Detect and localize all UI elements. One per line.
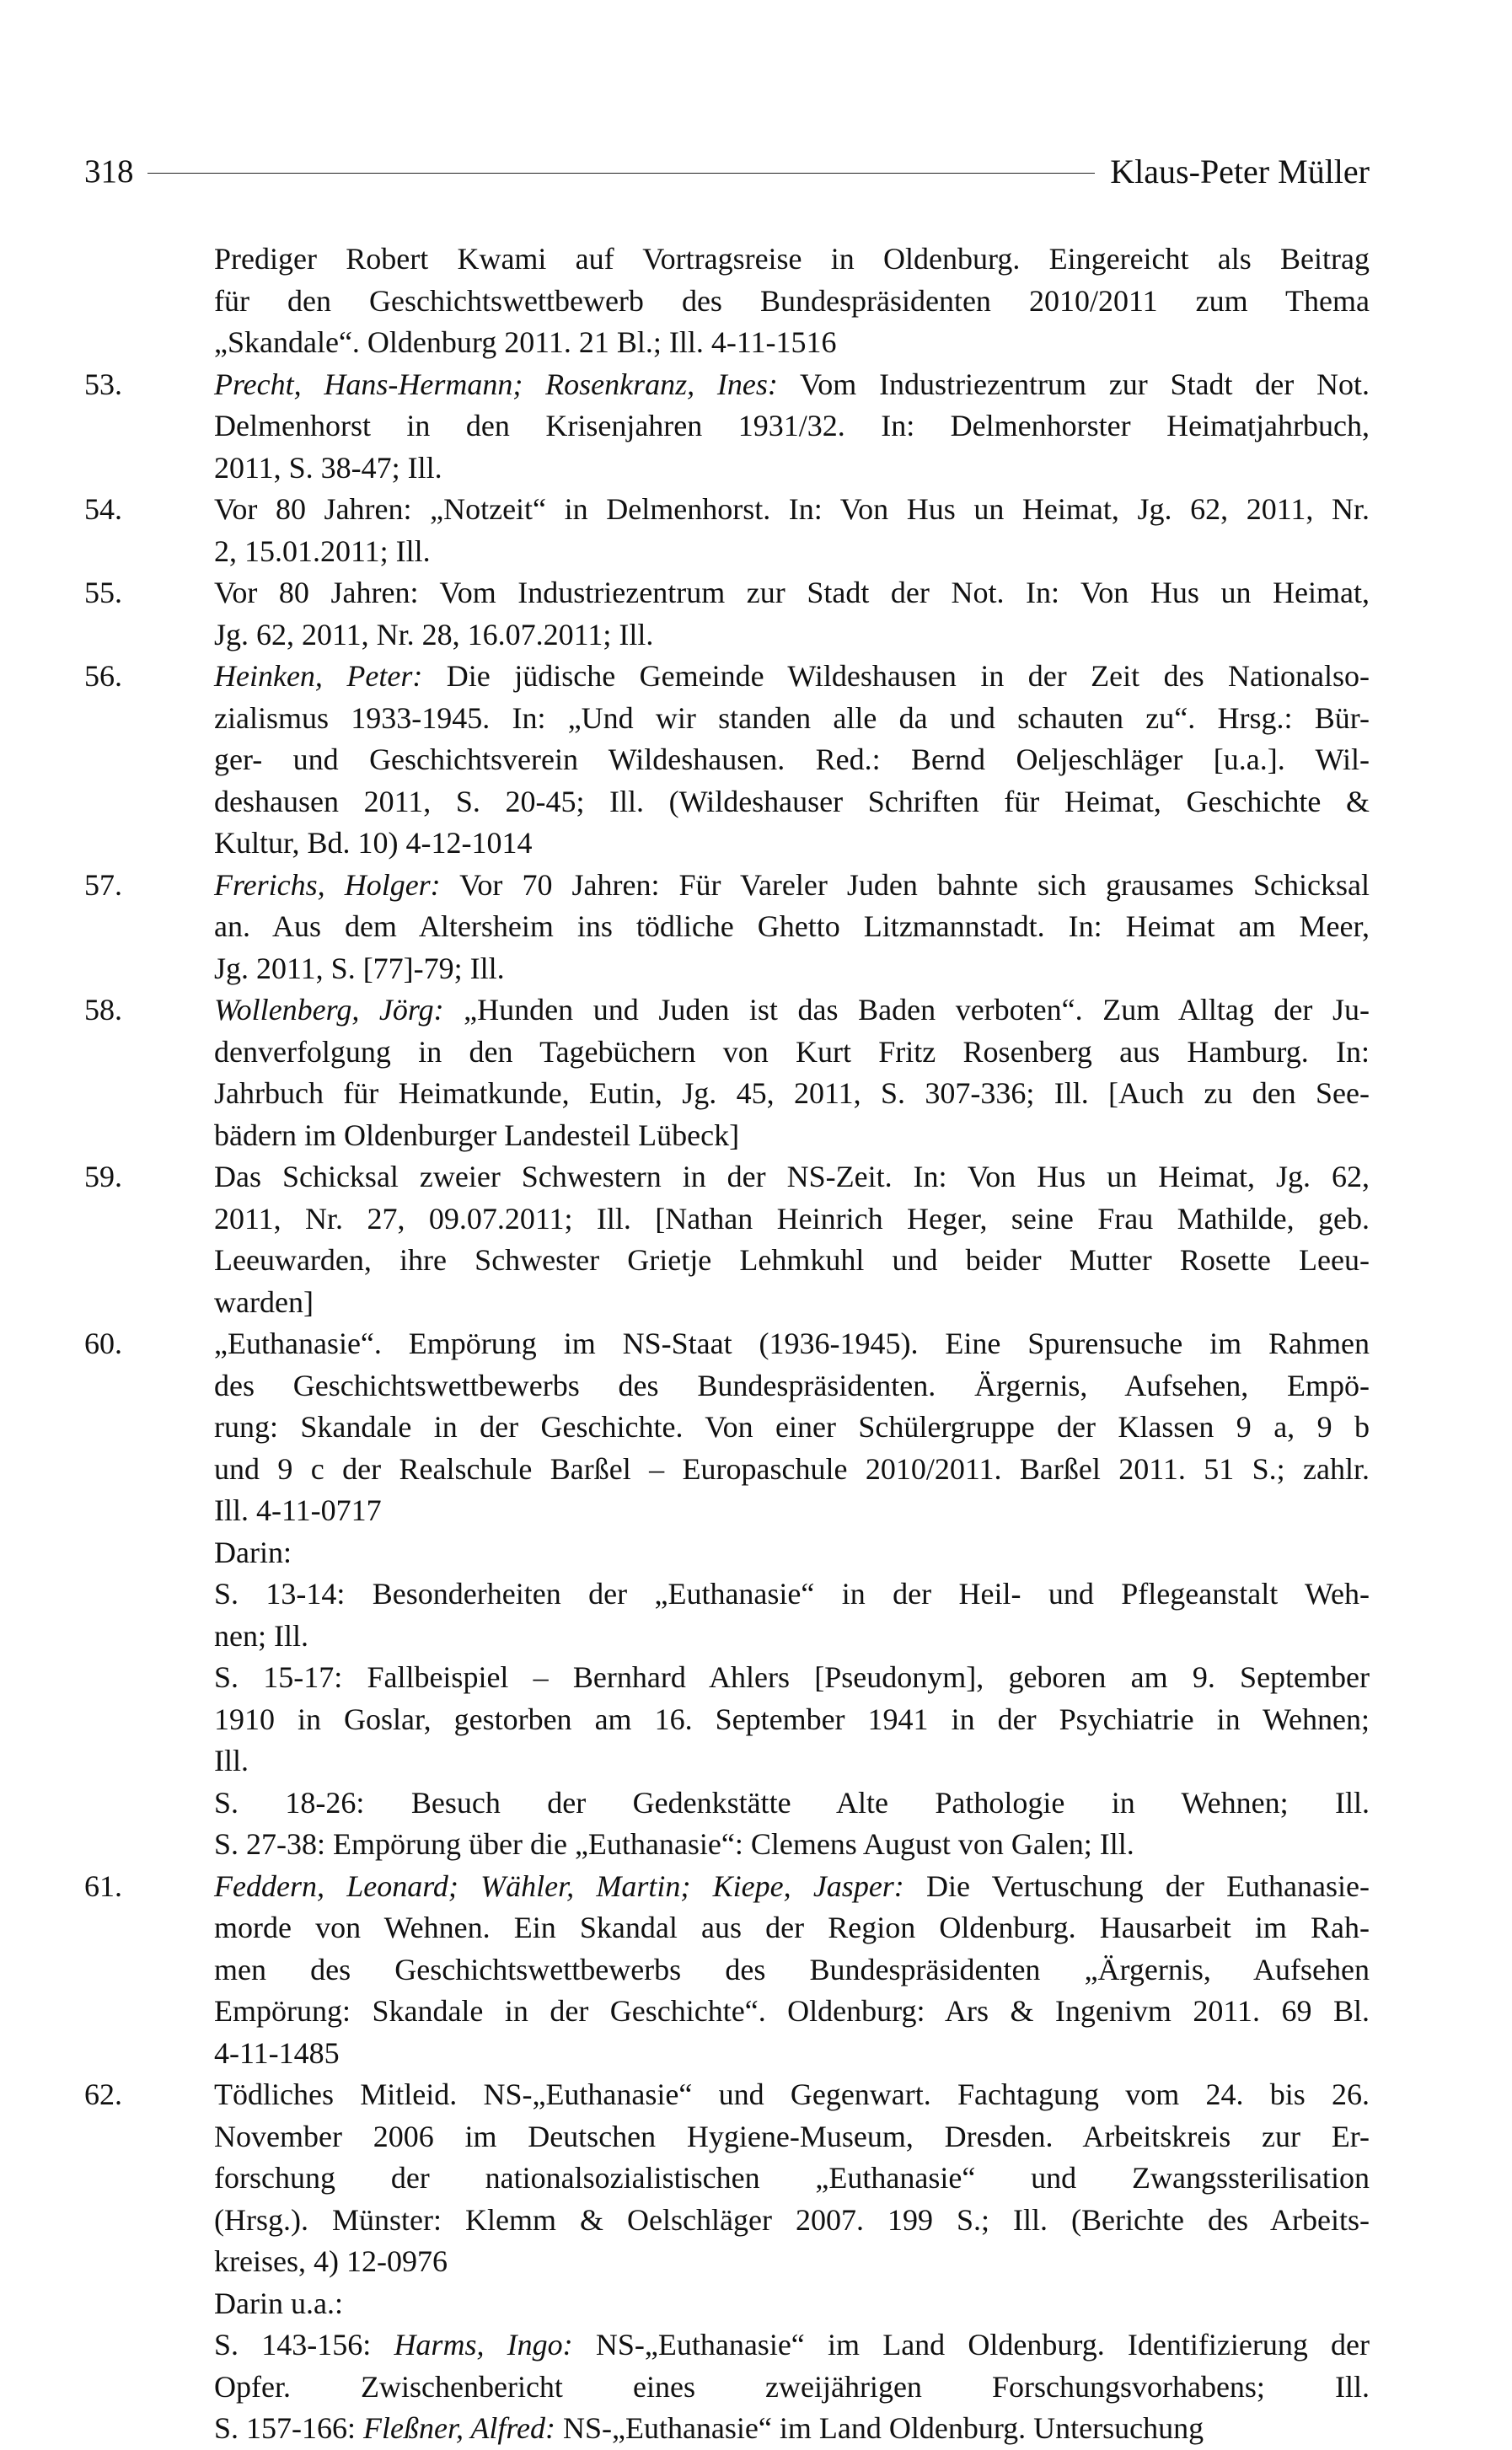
entry-text <box>214 1866 1370 2075</box>
text-segment: Das Schicksal zweier Schwestern in der NS-Zeit. In: Von Hus un Heimat, Jg. 62, <box>214 1160 1370 1193</box>
text-line <box>214 2074 1370 2116</box>
entry-text <box>214 364 1370 490</box>
entry-number: 61. <box>84 1868 122 1903</box>
text-line <box>214 1198 1370 1241</box>
author-names: Wollenberg, Jörg: <box>214 993 444 1027</box>
text-line <box>214 1991 1370 2033</box>
text-line <box>214 1365 1370 1407</box>
text-segment: 4-11-1485 <box>214 2035 340 2070</box>
text-segment: denverfolgung in den Tagebüchern von Kurt Fritz Rosenberg aus Hamburg. In: <box>214 1034 1370 1069</box>
text-segment: an. Aus dem Altersheim ins tödliche Ghetto Litzmannstadt. In: Heimat am Meer, <box>214 909 1370 943</box>
text-line <box>214 1573 1370 1616</box>
bibliography-entry <box>84 989 1370 1156</box>
text-line <box>214 2116 1370 2158</box>
bibliography-entry <box>84 1866 1370 2075</box>
text-segment: 2011, Nr. 27, 09.07.2011; Ill. [Nathan Heinrich Heger, seine Frau Mathilde, geb. <box>214 1201 1370 1236</box>
text-line <box>214 1449 1370 1491</box>
text-line <box>214 781 1370 823</box>
text-line <box>214 1282 1370 1324</box>
text-line <box>214 2324 1370 2367</box>
text-segment: Vor 70 Jahren: Für Vareler Juden bahnte sich grausames Schicksal <box>440 867 1370 902</box>
text-line <box>214 1156 1370 1198</box>
entry-text <box>214 1156 1370 1323</box>
entry-text <box>214 656 1370 865</box>
author-names: Precht, Hans-Hermann; Rosenkranz, Ines: <box>214 367 778 401</box>
entry-text <box>214 989 1370 1156</box>
entry-number: 55. <box>84 576 122 609</box>
author-names: Feddern, Leonard; Wähler, Martin; Kiepe, Jasper: <box>214 1868 904 1903</box>
text-segment: men des Geschichtswettbewerbs des Bundespräsidenten „Ärgernis, Aufsehen <box>214 1952 1370 1986</box>
text-line <box>214 2033 1370 2075</box>
bibliography-entry <box>84 2074 1370 2450</box>
text-segment: Tödliches Mitleid. NS-„Euthanasie“ und Gegenwart. Fachtagung vom 24. bis 26. <box>214 2077 1370 2111</box>
text-segment: und 9 c der Realschule Barßel – Europaschule 2010/2011. Barßel 2011. 51 S.; zahlr. <box>214 1451 1370 1486</box>
author-names: Harms, Ingo: <box>394 2328 573 2362</box>
bibliography-entry <box>84 865 1370 990</box>
text-segment: kreises, 4) 12-0976 <box>214 2244 448 2278</box>
header-rule <box>147 173 1096 174</box>
entry-text <box>214 572 1370 656</box>
bibliography-entry <box>84 489 1370 572</box>
text-line <box>214 2158 1370 2200</box>
running-header <box>84 150 1370 192</box>
entry-text <box>214 489 1370 572</box>
text-line <box>214 1783 1370 1825</box>
text-line <box>214 656 1370 698</box>
text-segment: Jg. 62, 2011, Nr. 28, 16.07.2011; Ill. <box>214 617 654 651</box>
bibliography-entry <box>84 656 1370 865</box>
entry-text <box>214 239 1370 364</box>
text-line <box>214 1407 1370 1449</box>
page-number: 318 <box>84 153 134 190</box>
text-line <box>214 1115 1370 1157</box>
text-line <box>214 239 1370 281</box>
text-segment: bädern im Oldenburger Landesteil Lübeck] <box>214 1118 740 1152</box>
text-line <box>214 698 1370 740</box>
text-line <box>214 1657 1370 1699</box>
text-line <box>214 989 1370 1032</box>
entry-text <box>214 1323 1370 1866</box>
text-segment: S. 143-156: <box>214 2328 394 2362</box>
text-line <box>214 1073 1370 1115</box>
text-line <box>214 1490 1370 1532</box>
text-line <box>214 1323 1370 1365</box>
bibliography-entry <box>84 572 1370 656</box>
entry-number: 57. <box>84 867 122 902</box>
text-line <box>214 2200 1370 2242</box>
text-segment: Jg. 2011, S. [77]-79; Ill. <box>214 951 505 985</box>
bibliography-entry <box>84 364 1370 490</box>
text-segment: S. 27-38: Empörung über die „Euthanasie“: Clemens August von Galen; Ill. <box>214 1827 1134 1861</box>
text-segment: Opfer. Zwischenbericht eines zweijährigen Forschungsvorhabens; Ill. <box>214 2369 1370 2404</box>
text-segment: Darin: <box>214 1535 292 1569</box>
text-segment: S. 157-166: <box>214 2411 364 2445</box>
entry-text <box>214 2074 1370 2450</box>
bibliography-list <box>84 239 1370 2450</box>
entry-number: 60. <box>84 1327 122 1360</box>
bibliography-entry <box>84 1156 1370 1323</box>
text-line <box>214 2241 1370 2283</box>
running-head-author: Klaus-Peter Müller <box>1110 152 1370 190</box>
text-segment: des Geschichtswettbewerbs des Bundespräsidenten. Ärgernis, Aufsehen, Empö- <box>214 1368 1370 1402</box>
text-segment: Die Vertuschung der Euthanasie- <box>903 1868 1370 1903</box>
text-line <box>214 614 1370 657</box>
text-line <box>214 2283 1370 2325</box>
text-line <box>214 1949 1370 1992</box>
text-segment: November 2006 im Deutschen Hygiene-Museum, Dresden. Arbeitskreis zur Er- <box>214 2119 1370 2153</box>
entry-number: 54. <box>84 492 122 526</box>
text-line <box>214 1532 1370 1574</box>
entry-number: 53. <box>84 367 122 401</box>
text-segment: „Euthanasie“. Empörung im NS-Staat (1936-1945). Eine Spurensuche im Rahmen <box>214 1327 1370 1360</box>
text-segment: 2, 15.01.2011; Ill. <box>214 533 431 568</box>
text-segment: Leeuwarden, ihre Schwester Grietje Lehmkuhl und beider Mutter Rosette Leeu- <box>214 1243 1370 1277</box>
text-segment: Kultur, Bd. 10) 4-12-1014 <box>214 826 533 860</box>
text-segment: deshausen 2011, S. 20-45; Ill. (Wildeshauser Schriften für Heimat, Geschichte & <box>214 784 1370 818</box>
text-line <box>214 1240 1370 1282</box>
text-segment: 2011, S. 38-47; Ill. <box>214 450 442 485</box>
text-line <box>214 322 1370 364</box>
text-segment: Die jüdische Gemeinde Wildeshausen in der Zeit des Nationalso- <box>422 659 1370 693</box>
text-line <box>214 572 1370 614</box>
text-segment: S. 18-26: Besuch der Gedenkstätte Alte Pathologie in Wehnen; Ill. <box>214 1785 1370 1820</box>
text-line <box>214 2408 1370 2450</box>
text-line <box>214 364 1370 406</box>
text-segment: Prediger Robert Kwami auf Vortragsreise in Oldenburg. Eingereicht als Beitrag <box>214 242 1370 276</box>
bibliography-entry <box>84 239 1370 364</box>
text-line <box>214 1866 1370 1908</box>
text-segment: ger- und Geschichtsverein Wildeshausen. Red.: Bernd Oeljeschläger [u.a.]. Wil- <box>214 743 1370 776</box>
author-names: Frerichs, Holger: <box>214 867 441 902</box>
text-line <box>214 489 1370 531</box>
author-names: Heinken, Peter: <box>214 659 423 693</box>
text-line <box>214 281 1370 323</box>
author-names: Fleßner, Alfred: <box>363 2411 555 2445</box>
text-segment: NS-„Euthanasie“ im Land Oldenburg. Untersuchung <box>555 2411 1204 2445</box>
text-line <box>214 448 1370 490</box>
text-segment: Darin u.a.: <box>214 2286 343 2320</box>
entry-number <box>84 239 214 364</box>
entry-number: 56. <box>84 659 122 693</box>
text-segment: S. 13-14: Besonderheiten der „Euthanasie“ in der Heil- und Pflegeanstalt Weh- <box>214 1577 1370 1611</box>
text-line <box>214 948 1370 990</box>
text-segment: rung: Skandale in der Geschichte. Von einer Schülergruppe der Klassen 9 a, 9 b <box>214 1410 1370 1444</box>
text-segment: morde von Wehnen. Ein Skandal aus der Region Oldenburg. Hausarbeit im Rah- <box>214 1911 1370 1944</box>
text-segment: NS-„Euthanasie“ im Land Oldenburg. Identifizierung der <box>572 2328 1370 2362</box>
text-line <box>214 1699 1370 1741</box>
text-line <box>214 2367 1370 2409</box>
text-line <box>214 1907 1370 1949</box>
text-segment: Delmenhorst in den Krisenjahren 1931/32. In: Delmenhorster Heimatjahrbuch, <box>214 409 1370 442</box>
text-segment: Vor 80 Jahren: „Notzeit“ in Delmenhorst. In: Von Hus un Heimat, Jg. 62, 2011, Nr. <box>214 492 1370 526</box>
bibliography-entry <box>84 1323 1370 1866</box>
entry-number: 59. <box>84 1160 122 1193</box>
text-segment: „Skandale“. Oldenburg 2011. 21 Bl.; Ill. 4-11-1516 <box>214 325 837 359</box>
text-line <box>214 1824 1370 1866</box>
text-line <box>214 739 1370 781</box>
text-line <box>214 405 1370 448</box>
text-segment: Vom Industriezentrum zur Stadt der Not. <box>777 367 1370 401</box>
text-segment: „Hunden und Juden ist das Baden verboten“. Zum Alltag der Ju- <box>443 993 1370 1027</box>
text-segment: S. 15-17: Fallbeispiel – Bernhard Ahlers [Pseudonym], geboren am 9. September <box>214 1660 1370 1694</box>
text-segment: forschung der nationalsozialistischen „Euthanasie“ und Zwangssterilisation <box>214 2161 1370 2195</box>
entry-number: 62. <box>84 2077 122 2111</box>
text-line <box>214 1616 1370 1658</box>
entry-number: 58. <box>84 993 122 1027</box>
entry-text <box>214 865 1370 990</box>
text-line <box>214 1740 1370 1783</box>
text-line <box>214 1032 1370 1074</box>
text-segment: warden] <box>214 1284 314 1319</box>
text-segment: Vor 80 Jahren: Vom Industriezentrum zur Stadt der Not. In: Von Hus un Heimat, <box>214 576 1370 609</box>
text-segment: Empörung: Skandale in der Geschichte“. Oldenburg: Ars & Ingenivm 2011. 69 Bl. <box>214 1994 1370 2028</box>
text-line <box>214 906 1370 948</box>
text-segment: zialismus 1933-1945. In: „Und wir standen alle da und schauten zu“. Hrsg.: Bür- <box>214 700 1370 735</box>
text-line <box>214 865 1370 907</box>
text-segment: für den Geschichtswettbewerb des Bundespräsidenten 2010/2011 zum Thema <box>214 283 1370 318</box>
text-segment: 1910 in Goslar, gestorben am 16. September 1941 in der Psychiatrie in Wehnen; <box>214 1702 1370 1736</box>
text-segment: Ill. 4-11-0717 <box>214 1493 382 1527</box>
text-segment: nen; Ill. <box>214 1618 308 1653</box>
text-segment: Jahrbuch für Heimatkunde, Eutin, Jg. 45, 2011, S. 307-336; Ill. [Auch zu den See- <box>214 1076 1370 1110</box>
text-line <box>214 823 1370 865</box>
text-segment: Ill. <box>214 1744 249 1777</box>
text-line <box>214 531 1370 573</box>
text-segment: (Hrsg.). Münster: Klemm & Oelschläger 2007. 199 S.; Ill. (Berichte des Arbeits- <box>214 2202 1370 2237</box>
